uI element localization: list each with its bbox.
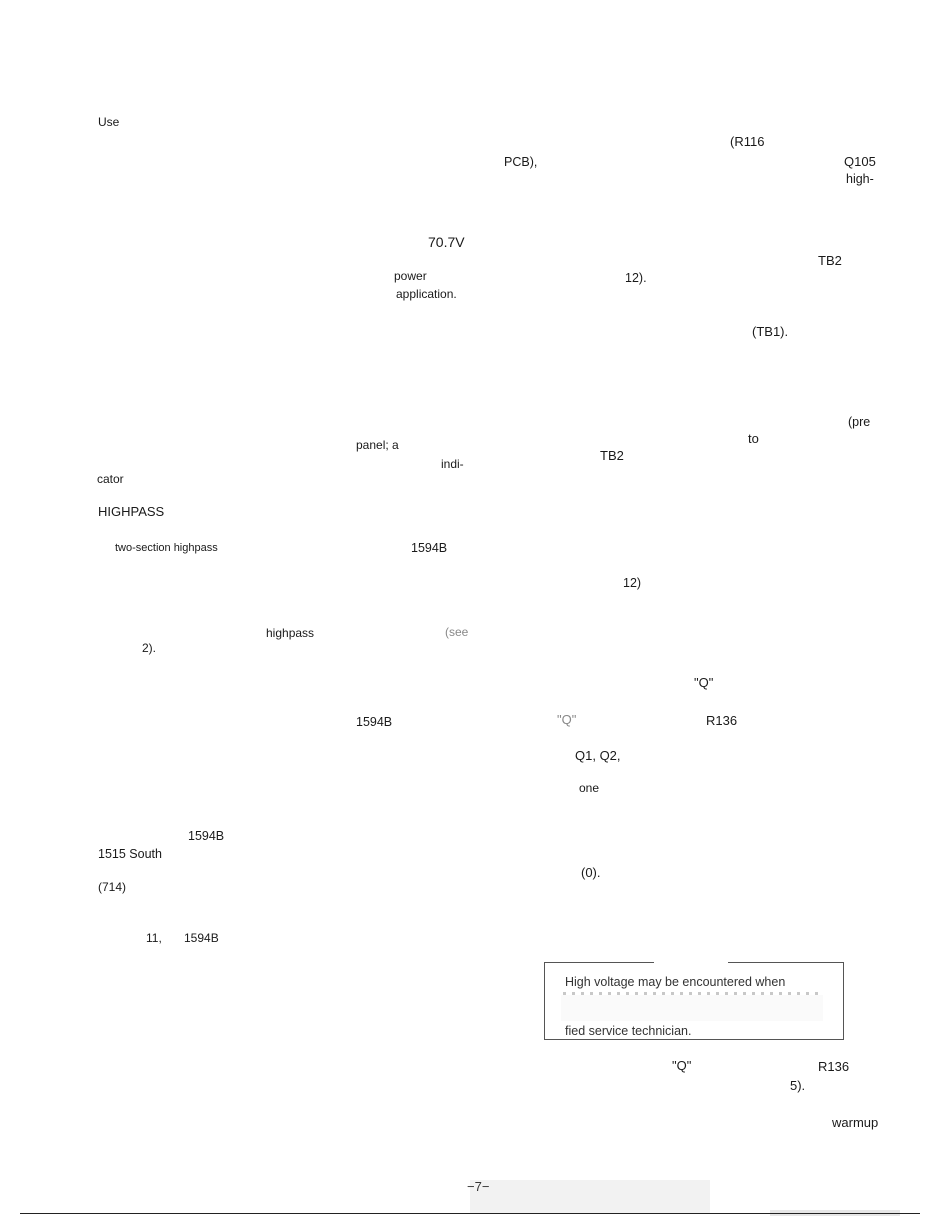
text-fragment: "Q" — [672, 1058, 692, 1073]
text-fragment: 12) — [623, 576, 642, 590]
warning-title-gap — [654, 958, 728, 966]
text-fragment: power — [394, 269, 427, 283]
address-fragment: 1515 South — [98, 847, 162, 861]
terminal-ref: TB2 — [818, 253, 842, 268]
text-fragment: application. — [396, 287, 457, 301]
model-number: 1594B — [411, 541, 448, 555]
text-fragment: 11, — [146, 931, 162, 945]
text-fragment: highpass — [266, 626, 315, 640]
terminal-ref: TB2 — [600, 448, 624, 463]
bottom-rule — [20, 1213, 920, 1214]
text-fragment: high- — [846, 172, 874, 186]
text-fragment: two-section highpass — [115, 542, 218, 554]
text-fragment: "Q" — [557, 712, 577, 727]
model-number: 1594B — [356, 715, 393, 729]
scan-smudge — [470, 1180, 710, 1214]
text-fragment: Use — [98, 115, 120, 129]
section-heading: HIGHPASS — [98, 504, 165, 519]
text-fragment: indi- — [441, 457, 464, 471]
warning-line: High voltage may be encountered when — [565, 975, 786, 989]
model-number: 1594B — [184, 931, 219, 945]
phone-fragment: (714) — [98, 880, 127, 894]
text-fragment: 5). — [790, 1078, 806, 1093]
text-fragment: "Q" — [694, 675, 714, 690]
warning-obscured-area — [561, 995, 823, 1021]
text-fragment: (see — [445, 625, 469, 639]
text-fragment: warmup — [832, 1115, 879, 1130]
warning-line: fied service technician. — [565, 1024, 692, 1038]
text-fragment: one — [579, 781, 600, 795]
component-ref: R136 — [706, 713, 738, 728]
page-number: −7− — [467, 1179, 490, 1194]
component-ref: Q1, Q2, — [575, 748, 621, 763]
text-fragment: (0). — [581, 865, 601, 880]
text-fragment: 2). — [142, 641, 157, 655]
component-ref: R136 — [818, 1059, 850, 1074]
text-fragment: cator — [97, 472, 124, 486]
text-fragment: PCB), — [504, 155, 538, 169]
text-fragment: 12). — [625, 271, 647, 285]
text-fragment: to — [748, 431, 759, 446]
model-number: 1594B — [188, 829, 225, 843]
text-fragment: (R116 — [730, 134, 765, 149]
text-fragment: panel; a — [356, 438, 399, 452]
text-fragment: (pre — [848, 415, 871, 429]
text-fragment: 70.7V — [428, 234, 465, 250]
terminal-ref: (TB1). — [752, 324, 789, 339]
warning-box — [544, 962, 844, 1040]
component-ref: Q105 — [844, 154, 876, 169]
